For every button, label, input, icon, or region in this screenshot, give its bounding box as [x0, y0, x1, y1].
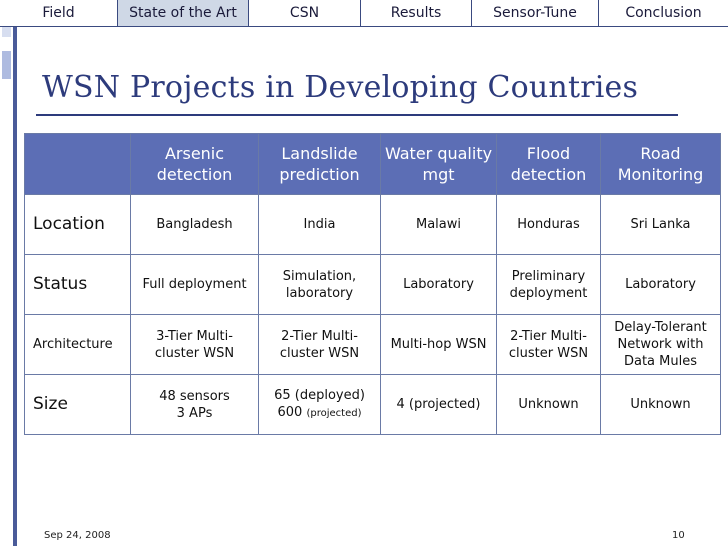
table-header-cell: Arsenic detection	[131, 134, 259, 195]
tab-sensor-tune[interactable]: Sensor-Tune	[472, 0, 599, 26]
page-number: 10	[672, 530, 685, 541]
table-cell: Unknown	[497, 375, 601, 435]
table-header-cell: Landslide prediction	[259, 134, 381, 195]
table-cell: Sri Lanka	[601, 195, 721, 255]
cell-value: 600	[277, 405, 303, 420]
tab-field[interactable]: Field	[0, 0, 118, 26]
cell-note: (projected)	[306, 408, 362, 419]
table-cell: Unknown	[601, 375, 721, 435]
table-cell: 2-Tier Multi-cluster WSN	[259, 315, 381, 375]
tab-csn[interactable]: CSN	[249, 0, 361, 26]
table-cell: Bangladesh	[131, 195, 259, 255]
table-cell	[131, 375, 259, 435]
table-header-cell	[25, 134, 131, 195]
cell-line: 65 (deployed)	[274, 388, 365, 403]
cell-line: 3 APs	[176, 405, 213, 421]
table-cell: 4 (projected)	[381, 375, 497, 435]
left-accent-bar	[13, 27, 17, 546]
row-label: Size	[25, 375, 131, 435]
row-label: Architecture	[25, 315, 131, 375]
row-label: Status	[25, 255, 131, 315]
table-header-row	[25, 134, 721, 195]
table-cell: Simulation, laboratory	[259, 255, 381, 315]
table-header-cell: Flood detection	[497, 134, 601, 195]
table-cell: Honduras	[497, 195, 601, 255]
footer-date: Sep 24, 2008	[44, 530, 111, 541]
table-cell: Laboratory	[601, 255, 721, 315]
table-row	[25, 195, 721, 255]
tab-state-of-the-art[interactable]: State of the Art	[118, 0, 249, 26]
table-row	[25, 255, 721, 315]
table-cell: Multi-hop WSN	[381, 315, 497, 375]
table-cell: Malawi	[381, 195, 497, 255]
cell-line: 48 sensors	[159, 388, 230, 404]
slide-title: WSN Projects in Developing Countries	[42, 70, 639, 105]
table-cell: 3-Tier Multi-cluster WSN	[131, 315, 259, 375]
table-header-cell: Water quality mgt	[381, 134, 497, 195]
table-header-cell: Road Monitoring	[601, 134, 721, 195]
table-cell: India	[259, 195, 381, 255]
left-accent-blocks	[0, 27, 13, 79]
top-nav	[0, 0, 728, 27]
table-cell: 2-Tier Multi-cluster WSN	[497, 315, 601, 375]
table-cell	[259, 375, 381, 435]
table-cell: Full deployment	[131, 255, 259, 315]
table-row	[25, 375, 721, 435]
table-cell: Laboratory	[381, 255, 497, 315]
tab-conclusion[interactable]: Conclusion	[599, 0, 728, 26]
tab-results[interactable]: Results	[361, 0, 472, 26]
row-label: Location	[25, 195, 131, 255]
table-cell: Delay-Tolerant Network with Data Mules	[601, 315, 721, 375]
table-cell: Preliminary deployment	[497, 255, 601, 315]
title-underline	[36, 114, 678, 116]
cell-line	[262, 404, 377, 422]
projects-table	[24, 133, 721, 435]
table-row	[25, 315, 721, 375]
